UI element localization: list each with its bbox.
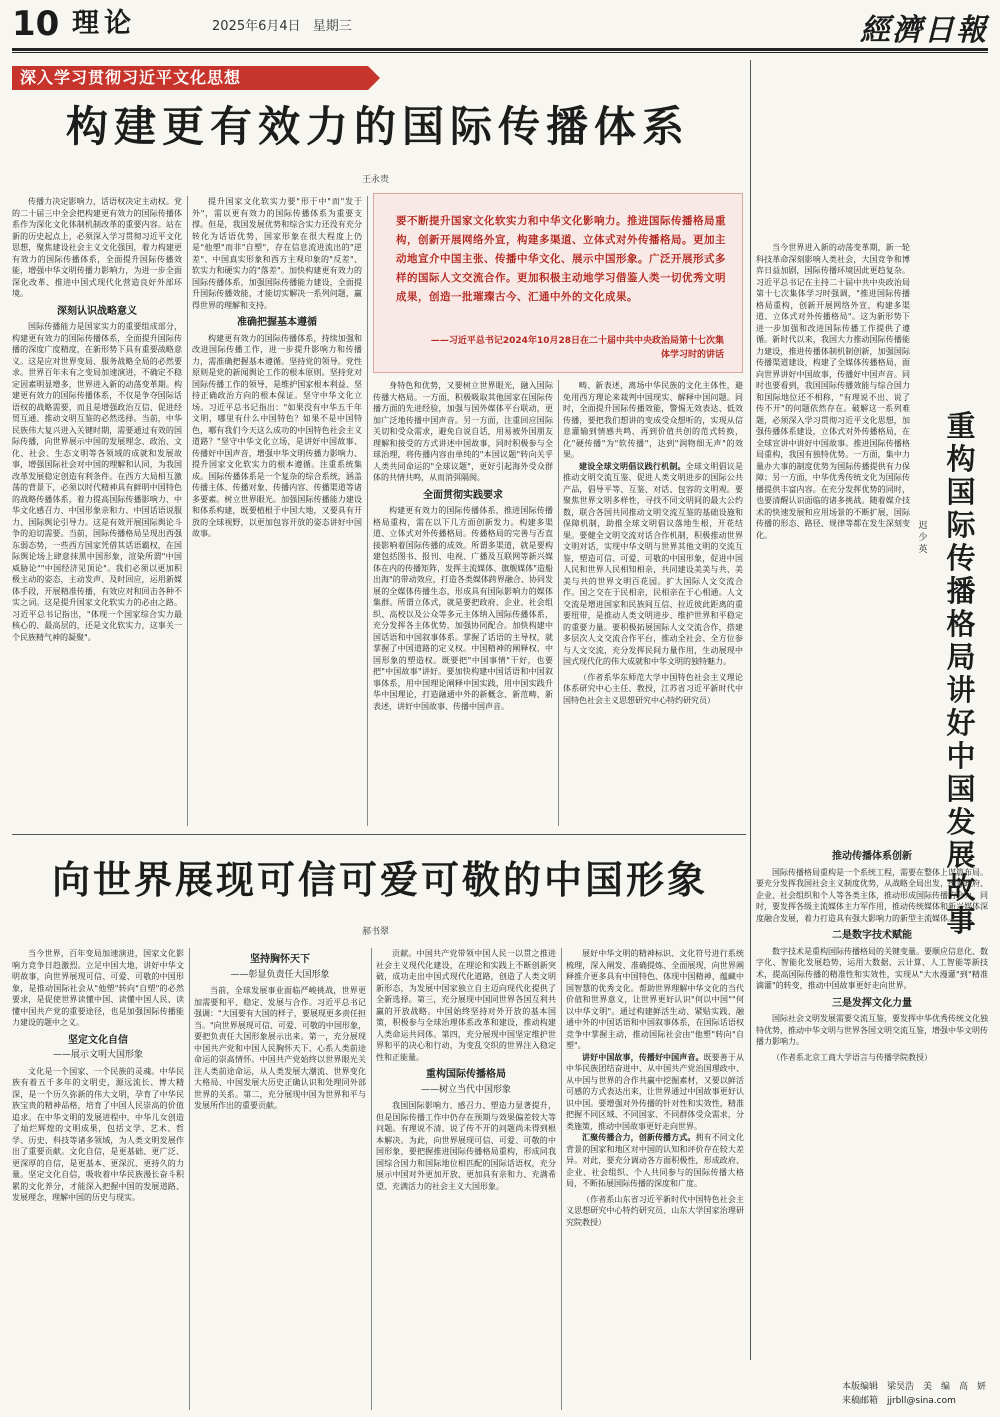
article2-col4-para-2	[566, 1132, 744, 1190]
header-rule-thin	[12, 52, 988, 53]
side-article-body-2: 数字技术是重构国际传播格局的关键变量。要顺应信息化、数字化、智能化发展趋势，运用大数据、云计算、人工智能等新技术，提高国际传播的精准性和实效性，实现从"大水漫灌"到"精准滴灌"的转变，推动中国故事更好走向世界。	[756, 946, 988, 990]
side-article-author-note: （作者系北京工商大学语言与传播学院教授）	[772, 1052, 932, 1062]
article2-body-4: 既要善于从中华民族团结奋进中、从中国共产党治国理政中、从中国与世界的合作共赢中挖掘素材，又要以鲜活可感的方式表达出来，让世界通过中国故事更好认识中国。要增强对外传播的针对性和实效性，精准把握不同区域、不同国家、不同群体受众需求，分类施策，推动中国故事更好走向世界。	[566, 1052, 744, 1131]
article1-col3-text: 身特色和优势，又要树立世界眼光，融入国际传播大格局。一方面，积极吸取其他国家在国际传播方面的先进经验，加强与国外媒体平台联动，更加广泛地传播中国声音。另一方面，注重回应国际关切和受众需求，避免自说自话，用易被外国朋友理解和接受的方式讲述中国故事，同时积极参与全球治理，将传播内容由单纯的"本国议题"转向关乎人类共同命运的"全球议题"，更好引起海外受众群体的共情共鸣，从而消弭隔阂。	[373, 381, 553, 482]
article2-column-1	[12, 948, 184, 1410]
article1-subheading-3: 全面贯彻实践要求	[423, 489, 503, 501]
side-article-headline: 重构国际传播格局讲好中国发展故事	[946, 409, 976, 938]
quote-source: ——习近平总书记2024年10月28日在二十届中共中央政治局第十七次集体学习时的讲话	[430, 336, 724, 360]
article2-headline: 向世界展现可信可爱可敬的中国形象	[51, 857, 708, 902]
article2-subheading-3: 重构国际传播格局	[426, 1069, 506, 1080]
article1-column-3	[373, 380, 553, 826]
article2-column-4	[566, 948, 744, 1410]
article1-column-2	[192, 196, 362, 826]
article2-col4-lead-2: 汇聚传播合力，创新传播方式。	[582, 1132, 696, 1142]
article2-subheading-1-sub: ——展示文明大国形象	[52, 1050, 143, 1060]
article2-body-5: 拥有不同文化背景的国家和地区对中国的认知和评价存在较大差异。对此，要充分调动各方面积极性，形成政府、企业、社会组织、个人共同参与的国际传播大格局，不断拓展国际传播的深度和广度。	[566, 1133, 744, 1188]
article1-col4-body	[563, 461, 743, 668]
column-divider	[371, 948, 372, 1410]
article2-author: 郝书翠	[362, 927, 390, 937]
article1-intro: 传播力决定影响力，话语权决定主动权。党的二十届三中全会把构建更有效力的国际传播体系作为深化文化体制机制改革的重要内容。站在新的历史起点上，必须深入学习贯彻习近平文化思想，聚焦建设社会主义文化强国，着力构建更有效力的国际传播体系，全面提升国际传播效能，增强中华文明传播力影响力，为进一步全面深化改革、推进中国式现代化营造良好外部环境。	[12, 197, 182, 298]
side-article-column-1	[756, 242, 910, 838]
article2-subheading-2-sub: ——彰显负责任大国形象	[230, 969, 330, 980]
column-divider	[367, 196, 368, 826]
section-divider-vertical	[750, 60, 751, 1360]
column-divider	[187, 196, 188, 826]
article2-column-2	[194, 948, 366, 1410]
article1-author: 王永贵	[362, 175, 390, 185]
article2-body-2: 当前，全球发展事业面临严峻挑战，世界更加需要和平、稳定、发展与合作。习近平总书记强调："大国要有大国的样子，要展现更多责任担当。"向世界展现可信、可爱、可敬的中国形象，要把负责任大国形象展示出来。第一，充分展现中国共产党和中国人民胸怀天下、心系人类前途命运的崇高情怀。中国共产党始终以世界眼光关注人类前途命运，从人类发展大潮流、世界变化大格局、中国发展大历史正确认识和处理同外部世界的关系。第二，充分展现中国为世界和平与发展所作出的重要贡献。	[194, 986, 366, 1110]
article2-subheading-1: 坚定文化自信	[68, 1034, 128, 1046]
editor-line: 本版编辑 梁昊浩 美 编 高 妍	[841, 1382, 986, 1392]
article2-intro: 当今世界，百年变局加速演进，国家文化影响力竞争日趋激烈。立足中国大地，讲好中华文明故事，向世界展现可信、可爱、可敬的中国形象，是推动国际社会从"他塑"转向"自塑"的必然要求，是促使世界读懂中国、读懂中国人民、读懂中国共产党的重要途径，也是加强国际传播能力建设的题中之义。	[12, 949, 184, 1027]
article2-subheading-3-sub: ——树立当代中国形象	[420, 1084, 511, 1095]
article2-author-note: （作者系山东省习近平新时代中国特色社会主义思想研究中心特约研究员、山东大学国家治理研究院教授）	[566, 1194, 744, 1227]
article1-col2-text: 提升国家文化软实力要"形于中"而"发于外"，需以更有效力的国际传播体系为重要支撑。但是，我国发展优势和综合实力还没有充分转化为话语优势，国家形象在很大程度上仍是"他塑"而非"自塑"，存在信息流进流出的"逆差"、中国真实形象和西方主观印象的"反差"、软实力和硬实力的"落差"。加快构建更有效力的国际传播体系，加强国际传播能力建设，全面提升国际传播效能，才能切实解决一系列问题，赢得世界的理解和支持。	[192, 197, 362, 310]
header-rule	[12, 48, 988, 51]
article1-column-4	[563, 380, 743, 826]
section-name: 理论	[72, 8, 136, 39]
section-divider-horizontal	[12, 834, 746, 835]
article2-subheading-2: 坚持胸怀天下	[250, 954, 310, 965]
issue-date	[212, 15, 352, 34]
article1-subheading-2: 准确把握基本遵循	[237, 317, 317, 328]
side-article-body-3: 国际社会文明发展需要交流互鉴，要发挥中华优秀传统文化独特优势，推动中华文明与世界各国文明交流互鉴，增强中华文明传播力影响力。	[756, 1014, 988, 1046]
article2-col4-text: 展好中华文明的精神标识、文化符号进行系统梳理，深入阐发、准确提炼、全面展现，向世界阐释推介更多具有中国特色、体现中国精神、蕴藏中国智慧的优秀文化。帮助世界理解中华文化的当代价值和世界意义，让世界更好认识"何以中国""何以中华文明"。通过构建鲜活生动、紧贴实践、融通中外的中国话语和中国叙事体系，在国际话语权竞争中掌握主动，推动国际社会由"他塑"转向"自塑"。	[566, 949, 744, 1050]
column-kicker: 深入学习贯彻习近平文化思想	[12, 66, 368, 90]
article2-col3-text: 贡献。中国共产党带领中国人民一以贯之推进社会主义现代化建设，在理论和实践上不断创新突破，成功走出中国式现代化道路，创造了人类文明新形态，为发展中国家独立自主迈向现代化提供了全新选择。第三，充分展现中国同世界各国互利共赢的开放战略。中国始终坚持对外开放的基本国策，积极参与全球治理体系改革和建设，推动构建人类命运共同体。第四，充分展现中国坚定维护世界和平的决心和行动，为变乱交织的世界注入稳定性和正能量。	[376, 949, 556, 1062]
article2-col4-para-1	[566, 1052, 744, 1133]
article1-headline: 构建更有效力的国际传播体系	[65, 102, 690, 151]
weekday-text: 星期三	[312, 19, 352, 34]
page-number: 10	[12, 4, 60, 44]
date-text: 2025年6月4日	[212, 19, 301, 34]
article1-col4-text: 畴、新表述，离场中华民族的文化主体性，避免用西方理论来裁判中国现实、解释中国问题。同时，全面提升国际传播效能，警惕无效表达、低效传播，要把我们想讲的变成受众想听的，实现从信息灌输到情感共鸣、再到价值共创的范式转换，化"硬传播"为"软传播"，达到"润物细无声"的效果。	[563, 381, 743, 459]
article1-author-note: （作者系华东师范大学中国特色社会主义理论体系研究中心主任、教授，江苏省习近平新时代中国特色社会主义思想研究中心特约研究员）	[563, 672, 743, 705]
side-article-text: 当今世界进入新的动荡变革期，新一轮科技革命深刻影响人类社会，大国竞争和博弈日益加剧，国际传播环境因此更趋复杂。习近平总书记在主持二十届中共中央政治局第十七次集体学习时强调，"推进国际传播格局重构，创新开展网络外宣，构建多渠道、立体式对外传播格局"。这为新形势下进一步加强和改进国际传播工作提供了遵循。新时代以来，我国大力推动国际传播能力建设，推进传播体制机制创新，加强国际传播渠道建设，构建了全媒体传播格局，面向世界讲好中国故事，传播好中国声音。同时也要看到，我国国际传播效能与综合国力和国际地位还不相称，"有理说不出、说了传不开"的问题依然存在。破解这一系列难题，必须深入学习贯彻习近平文化思想，加强传播体系建设，立体式对外传播格局，在全球宣讲中讲好中国故事。推进国际传播格局重构，我国有独特优势。一方面，集中力量办大事的制度优势为国际传播提供有力保障；另一方面，中华优秀传统文化为国际传播提供丰富内容。在充分发挥优势的同时，也要清醒认识面临的诸多挑战。随着媒介技术的快速发展和应用场景的不断扩展，国际传播的形态、路径、规律等都在发生深刻变化。	[756, 243, 910, 540]
article1-body-1: 国际传播能力是国家实力的重要组成部分，构建更有效力的国际传播体系，全面提升国际传播的深度广度精度，在新形势下具有重要战略意义。这是应对世界变局、服务战略全局的必然要求。世界百年未有之变局加速演进，不确定不稳定因素明显增多，世界进入新的动荡变革期。构建更有效力的国际传播体系，不仅是争夺国际话语权的战略需要，而且是增强政治互信、促进经贸互通、推动文明互鉴的必然选择。当前，中华民族伟大复兴进入关键时期，需要通过有效的国际传播，向世界展示中国的发展理念、政治、文化、社会、生态文明等各领域的成就和发展故事，增强国际社会对中国的理解和认同，为我国改革发展稳定创造有利条件。在西方大局相互激荡的背景下，必须以时代精神具有鲜明中国特色的战略传播体系，着力提高国际传播影响力、中华文化感召力、中国形象亲和力、中国话语说服力、国际舆论引导力。这是有效开展国际舆论斗争的迫切需要。当前，国际传播格局呈现出西强东弱态势，一些西方国家凭借其话语霸权，在国际舆论场上肆意抹黑中国形象，渲染所谓"中国威胁论""中国经济见顶论"。我们必须以更加积极主动的姿态，主动发声、及时回应，运用新媒体手段，开展精准传播，有效应对和回击各种不实之词。这是提升国家文化软实力的必由之路。习近平总书记指出，"体现一个国家综合实力最核心的、最高层的，还是文化软实力，这事关一个民族精气神的凝聚"。	[12, 322, 182, 642]
column-divider	[189, 948, 190, 1410]
quote-text: 要不断提升国家文化软实力和中华文化影响力。推进国际传播格局重构，创新开展网络外宣，构建多渠道、立体式对外传播格局。更加主动地宣介中国主张、传播中华文化、展示中国形象。广泛开展形式多样的国际人文交流合作。更加积极主动地学习借鉴人类一切优秀文明成果，创造一批璀璨古今、汇通中外的文化成果。	[396, 215, 726, 303]
side-article-column-2	[756, 845, 988, 1370]
side-article-subheading-2: 二是数字技术赋能	[832, 930, 912, 941]
side-article-author: 迟少英	[918, 521, 928, 555]
article2-body-1: 文化是一个国家、一个民族的灵魂。中华民族有着五千多年的文明史，源远流长、博大精深，是一个历久弥新的伟大文明，孕育了中华民族宝贵的精神品格，培育了中国人民崇高的价值追求。在中华文明的发展进程中，中华儿女创造了灿烂辉煌的文明成果，包括文学、艺术、哲学、历史、科技等诸多领域，为人类文明发展作出了重要贡献。文化自信，是更基础、更广泛、更深厚的自信，是更基本、更深沉、更持久的力量。坚定文化自信，吸收着中华民族漫长奋斗积累的文化养分，才能深入把握中国的发展道路、发展理念，理解中国的历史与现实。	[12, 1066, 184, 1202]
side-article-body-1: 国际传播格局重构是一个系统工程，需要在整体上谋篇布局。要充分发挥我国社会主义制度优势，从战略全局出发，统筹政府、企业、社会组织和个人等各类主体，推动形成国际传播的合力。同时，要发挥各级主流媒体主力军作用，推动传统媒体和新兴媒体深度融合发展，着力打造具有强大影响力的新型主流媒体。	[756, 867, 988, 923]
side-article-subheading-3: 三是发挥文化力量	[832, 997, 912, 1009]
article1-col2-body: 构建更有效力的国际传播体系，持续加强和改进国际传播工作，进一步提升影响力和传播力，需准确把握基本遵循。坚持党的领导。党性原则是党的新闻舆论工作的根本原则。坚持党对国际传播工作的领导，是维护国家根本利益、坚持正确政治方向的根本保证。坚守中华文化立场。习近平总书记指出："如果没有中华五千年文明，哪里有什么中国特色？如果不是中国特色，哪有我们今天这么成功的中国特色社会主义道路？"坚守中华文化立场，是讲好中国故事、传播好中国声音，增强中华文明传播力影响力、提升国家文化软实力的根本遵循。注重系统集成。国际传播体系是一个复杂的综合系统，涵盖传播主体、传播对象、传播内容、传播渠道等诸多要素。树立世界眼光。加强国际传播能力建设和体系构建，既要植根于中国大地，又要具有开放的全球视野，以更加包容开放的姿态讲好中国故事。	[192, 333, 362, 538]
article1-col3-body: 构建更有效力的国际传播体系，推进国际传播格局重构，需在以下几方面创新发力。构建多渠道、立体式对外传播格局。传播格局的完善与否直接影响着国际传播的成效。所谓多渠道，就是要构建包括图书、报刊、电视、广播及互联网等新兴媒体在内的传播矩阵，发挥主流媒体、旗舰媒体"造船出海"的带动效应，打造各类媒体跨界融合、协同发展的全媒体传播生态，形成具有国际影响力的媒体集群。所谓立体式，就是要把政府、企业、社会组织、高校以及公众等多元主体纳入国际传播体系，充分发挥各主体优势，加强协同配合。加快构建中国话语和中国叙事体系。掌握了话语的主导权，就掌握了中国道路的定义权。中国精神的阐释权、中国形象的塑造权。既要把"中国事情"干好，也要把"中国故事"讲好。要加快构建中国话语和中国叙事体系，用中国理论阐释中国实践，用中国实践升华中国理论，打造融通中外的新概念、新范畴、新表述，讲好中国故事、传播中国声音。	[373, 506, 553, 711]
article2-column-3	[376, 948, 556, 1410]
article1-col4-lead: 建设全球文明倡议践行机制。	[579, 460, 686, 471]
column-divider	[558, 380, 559, 826]
article2-col4-lead-1: 讲好中国故事，传播好中国声音。	[582, 1051, 704, 1062]
article2-body-3: 我国国际影响力、感召力、塑造力显著提升，但是国际传播工作中仍存在预期与效果偏差较大等问题。有理说不清、说了传不开的问题尚未得到根本解决。为此，向世界展现可信、可爱、可敬的中国形象，要把握推进国际传播格局重构，形成同我国综合国力和国际地位相匹配的国际话语权，充分展示中国对外更加开放、更加具有亲和力、充满希望、充满活力的社会主义大国形象。	[376, 1101, 556, 1191]
contact-line: 来稿邮箱 jjrbll@sina.com	[841, 1396, 956, 1406]
quote-box	[373, 193, 743, 373]
column-divider	[561, 948, 562, 1410]
side-article-subheading-1: 推动传播体系创新	[832, 851, 912, 862]
editor-credits	[842, 1380, 986, 1408]
article1-subheading-1: 深刻认识战略意义	[57, 305, 137, 317]
masthead-logo: 經濟日報	[860, 13, 988, 48]
article1-col4-body-text: 全球文明倡议是推动文明交流互鉴、促进人类文明进步的国际公共产品，倡导平等、互鉴、对话、包容的文明观。要聚焦世界文明多样性，寻找不同文明间的最大公约数，联合各国共同推动文明交流互鉴的基础设施和保障机制，助推全球文明倡议落地生根，开花结果。要健全文明交流对话合作机制，积极推动世界文明对话，实现中华文明与世界其他文明的交流互鉴，塑造可信、可爱、可敬的中国形象，促进中国人民和世界人民相知相亲，共同建设美美与共、美美与共的世界文明百花园。扩大国际人文交流合作。国之交在于民相亲，民相亲在于心相通。人文交流是增进国家和民族间互信、拉近彼此距离的重要纽带，是推动人类文明进步、维护世界和平稳定的重要力量。要积极拓展国际人文交流合作，搭建多层次人文交流合作平台，推动全社会、全方位参与人文交流，充分发挥民间力量作用，生动展现中国式现代化的伟大成就和中华文明的独特魅力。	[563, 461, 743, 666]
article1-column-1	[12, 196, 182, 826]
